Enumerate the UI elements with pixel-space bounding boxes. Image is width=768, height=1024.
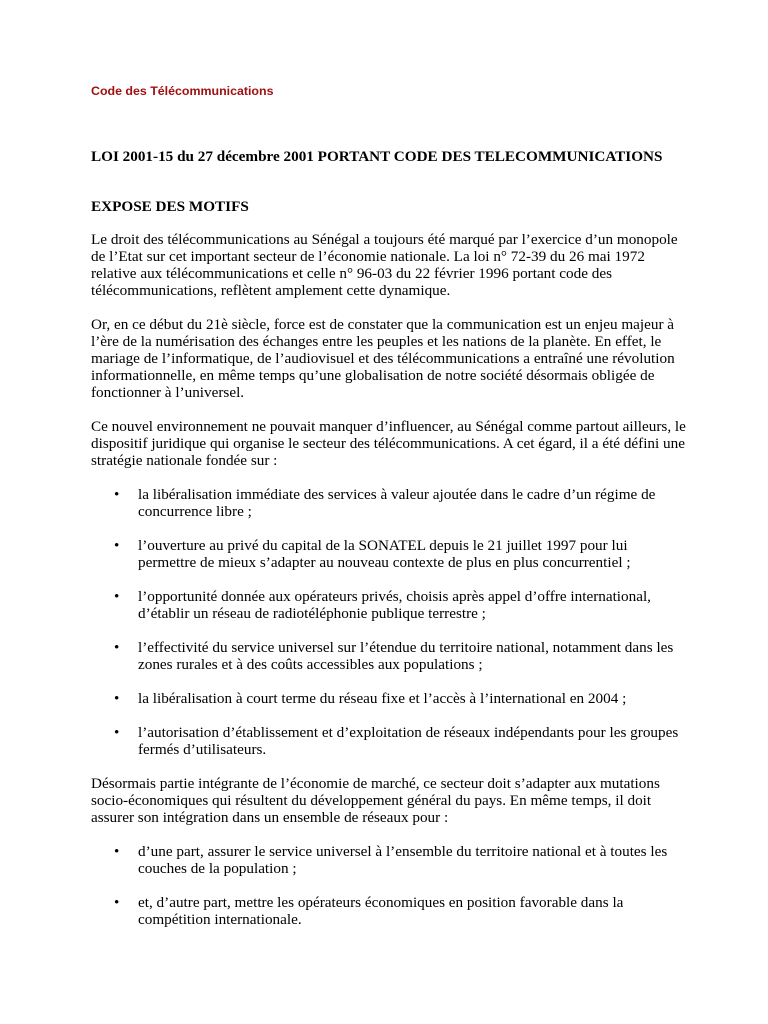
list-item bbox=[114, 690, 683, 707]
bullet-icon: • bbox=[114, 639, 120, 656]
list-item-text: l’effectivité du service universel sur l’étendue du territoire national, notamment dans les zones rurales et à des coûts accessibles aux populations ; bbox=[138, 639, 674, 673]
list-item bbox=[114, 724, 683, 758]
paragraph-integration: Désormais partie intégrante de l’économie de marché, ce secteur doit s’adapter aux mutations socio-économiques qui résultent du développement général du pays. En même temps, il doit assurer son intégration dans un ensemble de réseaux pour : bbox=[91, 775, 660, 826]
section-title: EXPOSE DES MOTIFS bbox=[91, 198, 249, 215]
list-item bbox=[114, 894, 683, 928]
list-item bbox=[114, 486, 683, 520]
list-item bbox=[114, 588, 683, 622]
list-item-text: l’opportunité donnée aux opérateurs privés, choisis après appel d’offre international, d’établir un réseau de radiotéléphonie publique terrestre ; bbox=[138, 588, 651, 622]
list-item-text: d’une part, assurer le service universel à l’ensemble du territoire national et à toutes les couches de la population ; bbox=[138, 843, 668, 877]
paragraph-intro: Le droit des télécommunications au Sénégal a toujours été marqué par l’exercice d’un monopole de l’Etat sur cet important secteur de l’économie nationale. La loi n° 72-39 du 26 mai 1972 relative aux télécommunications et celle n° 96-03 du 22 février 1996 portant code des télécommunications, reflètent amplement cette dynamique. bbox=[91, 231, 678, 299]
document-body bbox=[91, 231, 691, 945]
list-item-text: l’ouverture au privé du capital de la SONATEL depuis le 21 juillet 1997 pour lui permettre de mieux s’adapter au nouveau contexte de plus en plus concurrentiel ; bbox=[138, 537, 631, 571]
bullet-icon: • bbox=[114, 588, 120, 605]
law-title: LOI 2001-15 du 27 décembre 2001 PORTANT CODE DES TELECOMMUNICATIONS bbox=[91, 148, 663, 165]
list-item bbox=[114, 537, 683, 571]
paragraph-strategy: Ce nouvel environnement ne pouvait manquer d’influencer, au Sénégal comme partout ailleurs, le dispositif juridique qui organise le secteur des télécommunications. A cet égard, il a été défini une stratégie nationale fondée sur : bbox=[91, 418, 686, 469]
list-item-text: l’autorisation d’établissement et d’exploitation de réseaux indépendants pour les groupes fermés d’utilisateurs. bbox=[138, 724, 679, 758]
strategy-list bbox=[91, 486, 691, 758]
bullet-icon: • bbox=[114, 690, 120, 707]
bullet-icon: • bbox=[114, 843, 120, 860]
bullet-icon: • bbox=[114, 894, 120, 911]
bullet-icon: • bbox=[114, 724, 120, 741]
list-item-text: la libéralisation à court terme du réseau fixe et l’accès à l’international en 2004 ; bbox=[138, 690, 627, 707]
bullet-icon: • bbox=[114, 486, 120, 503]
list-item bbox=[114, 843, 683, 877]
integration-list bbox=[91, 843, 691, 928]
list-item bbox=[114, 639, 683, 673]
document-header-title: Code des Télécommunications bbox=[91, 84, 274, 98]
paragraph-context: Or, en ce début du 21è siècle, force est de constater que la communication est un enjeu majeur à l’ère de la numérisation des échanges entre les peuples et les nations de la planète. En effet, le mariage de l’informatique, de l’audiovisuel et des télécommunications a entraîné une révolution informationnelle, en même temps qu’une globalisation de notre société désormais obligée de fonctionner à l’universel. bbox=[91, 316, 675, 401]
bullet-icon: • bbox=[114, 537, 120, 554]
list-item-text: et, d’autre part, mettre les opérateurs économiques en position favorable dans la compétition internationale. bbox=[138, 894, 624, 928]
list-item-text: la libéralisation immédiate des services à valeur ajoutée dans le cadre d’un régime de concurrence libre ; bbox=[138, 486, 656, 520]
